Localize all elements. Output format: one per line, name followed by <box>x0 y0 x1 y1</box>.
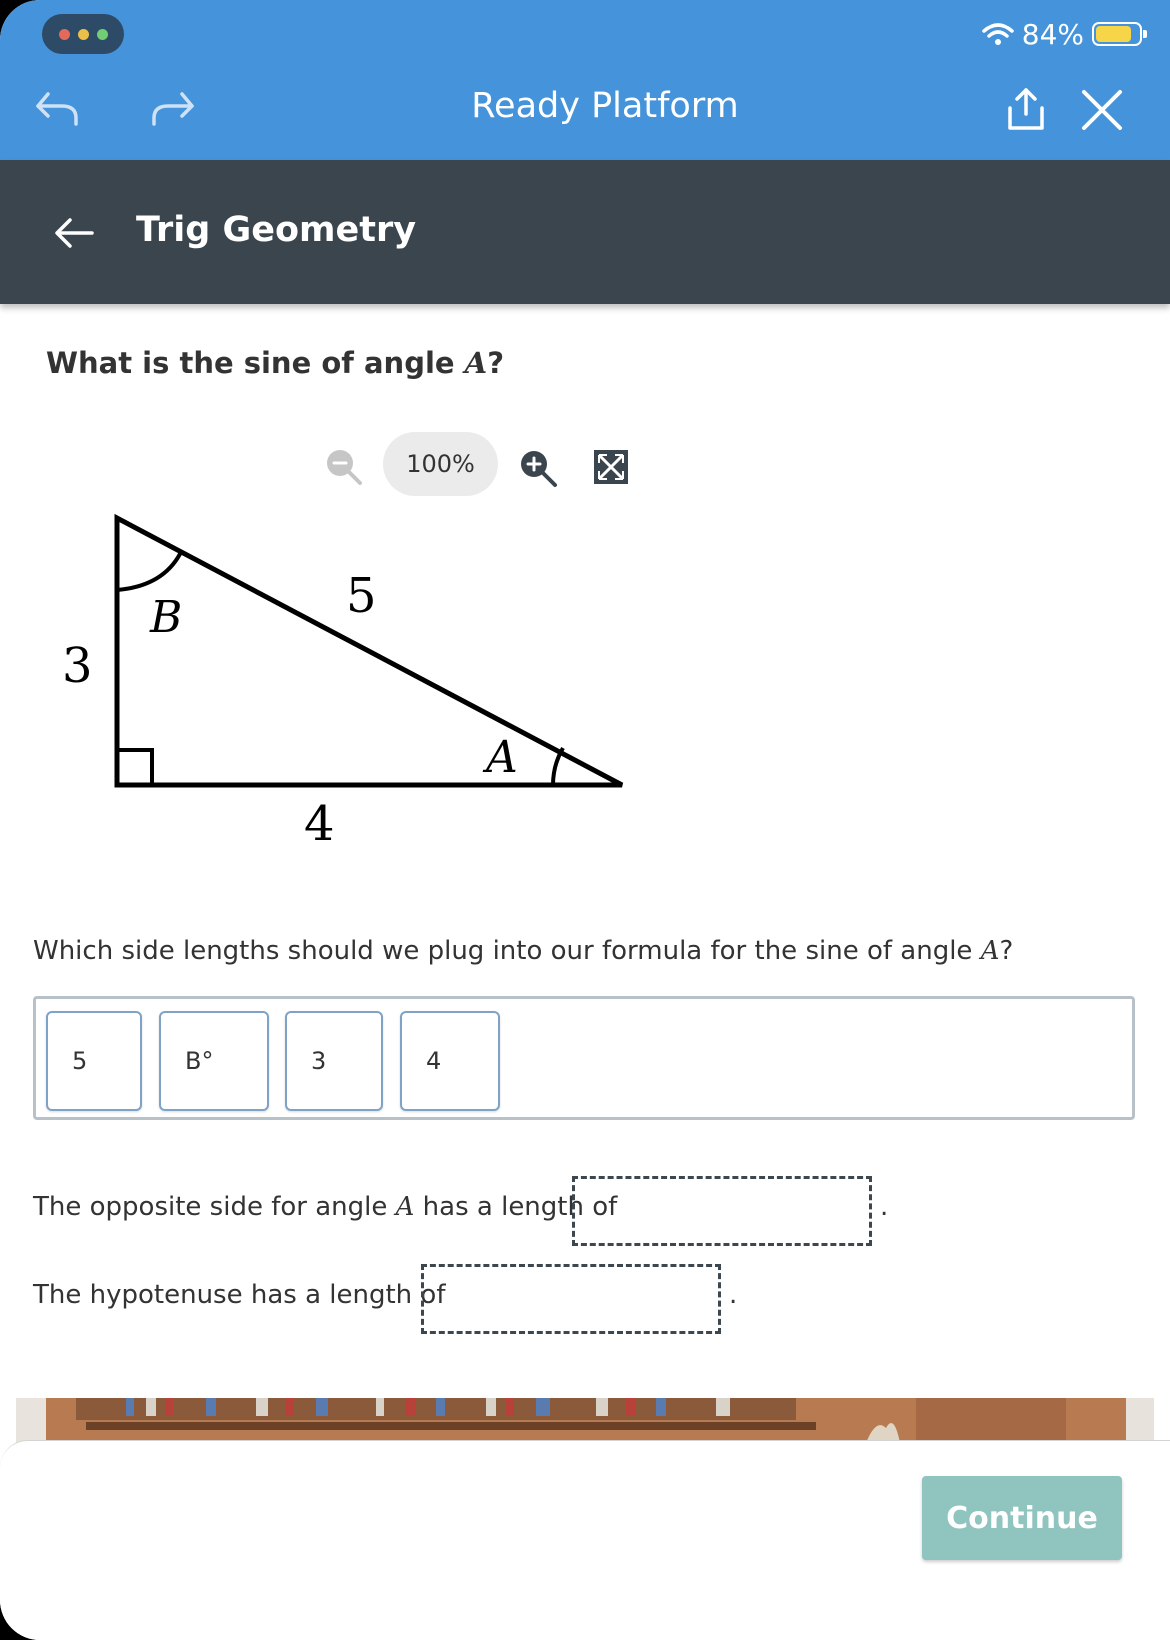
app-title: Ready Platform <box>471 86 739 126</box>
answer-tile-4[interactable]: 4 <box>400 1011 500 1111</box>
answer-tile-3[interactable]: 3 <box>285 1011 383 1111</box>
battery-percent: 84% <box>1021 17 1084 51</box>
question-suffix: ? <box>487 346 505 380</box>
prompt-variable: A <box>980 936 1000 966</box>
wifi-icon <box>982 22 1014 46</box>
opposite-side-statement <box>33 1192 617 1222</box>
dot-yellow <box>78 29 89 40</box>
background-bookshelf-image <box>16 1398 1154 1443</box>
question-title <box>46 346 504 380</box>
share-icon[interactable] <box>1002 86 1050 134</box>
right-triangle-diagram <box>0 500 700 860</box>
close-icon[interactable] <box>1078 86 1126 134</box>
prompt-text: Which side lengths should we plug into our formula for the sine of angle <box>33 936 981 966</box>
back-arrow-icon[interactable] <box>52 210 98 256</box>
triangle-outline <box>117 518 622 785</box>
answer-tile-tray <box>33 996 1135 1120</box>
status-bar <box>982 14 1142 54</box>
opposite-suffix: has a length of <box>414 1192 618 1222</box>
zoom-level: 100% <box>383 432 498 496</box>
side-hypotenuse-label: 5 <box>346 568 377 624</box>
battery-fill <box>1096 26 1131 42</box>
dot-green <box>97 29 108 40</box>
question-variable: A <box>464 346 488 380</box>
angle-b-arc <box>117 550 182 590</box>
hypotenuse-statement: The hypotenuse has a length of <box>33 1280 446 1310</box>
top-header <box>0 0 1170 160</box>
zoom-in-icon[interactable] <box>518 448 558 488</box>
side-bottom-label: 4 <box>304 796 335 852</box>
answer-tile-5[interactable]: 5 <box>46 1011 142 1111</box>
answer-tile-b-degrees[interactable]: B° <box>159 1011 269 1111</box>
angle-b-label: B <box>150 592 183 643</box>
footer-bar <box>0 1440 1170 1640</box>
lesson-header <box>0 160 1170 304</box>
opposite-side-drop-zone[interactable] <box>572 1176 872 1246</box>
side-left-label: 3 <box>62 638 93 694</box>
opposite-period: . <box>880 1192 889 1222</box>
continue-button[interactable]: Continue <box>922 1476 1122 1560</box>
fullscreen-icon[interactable] <box>594 450 628 484</box>
opposite-variable: A <box>395 1192 415 1222</box>
lesson-title: Trig Geometry <box>136 210 417 250</box>
dot-red <box>59 29 70 40</box>
opposite-prefix: The opposite side for angle <box>33 1192 396 1222</box>
hypotenuse-drop-zone[interactable] <box>421 1264 721 1334</box>
battery-icon <box>1092 22 1142 46</box>
right-angle-marker <box>117 750 152 785</box>
instruction-text <box>33 936 1013 966</box>
hypotenuse-period: . <box>729 1280 738 1310</box>
zoom-out-icon[interactable] <box>325 448 363 486</box>
angle-a-arc <box>553 748 563 785</box>
prompt-suffix: ? <box>999 936 1014 966</box>
question-text: What is the sine of angle <box>46 346 465 380</box>
angle-a-label: A <box>486 732 518 783</box>
multitask-dots-icon[interactable] <box>42 14 124 54</box>
